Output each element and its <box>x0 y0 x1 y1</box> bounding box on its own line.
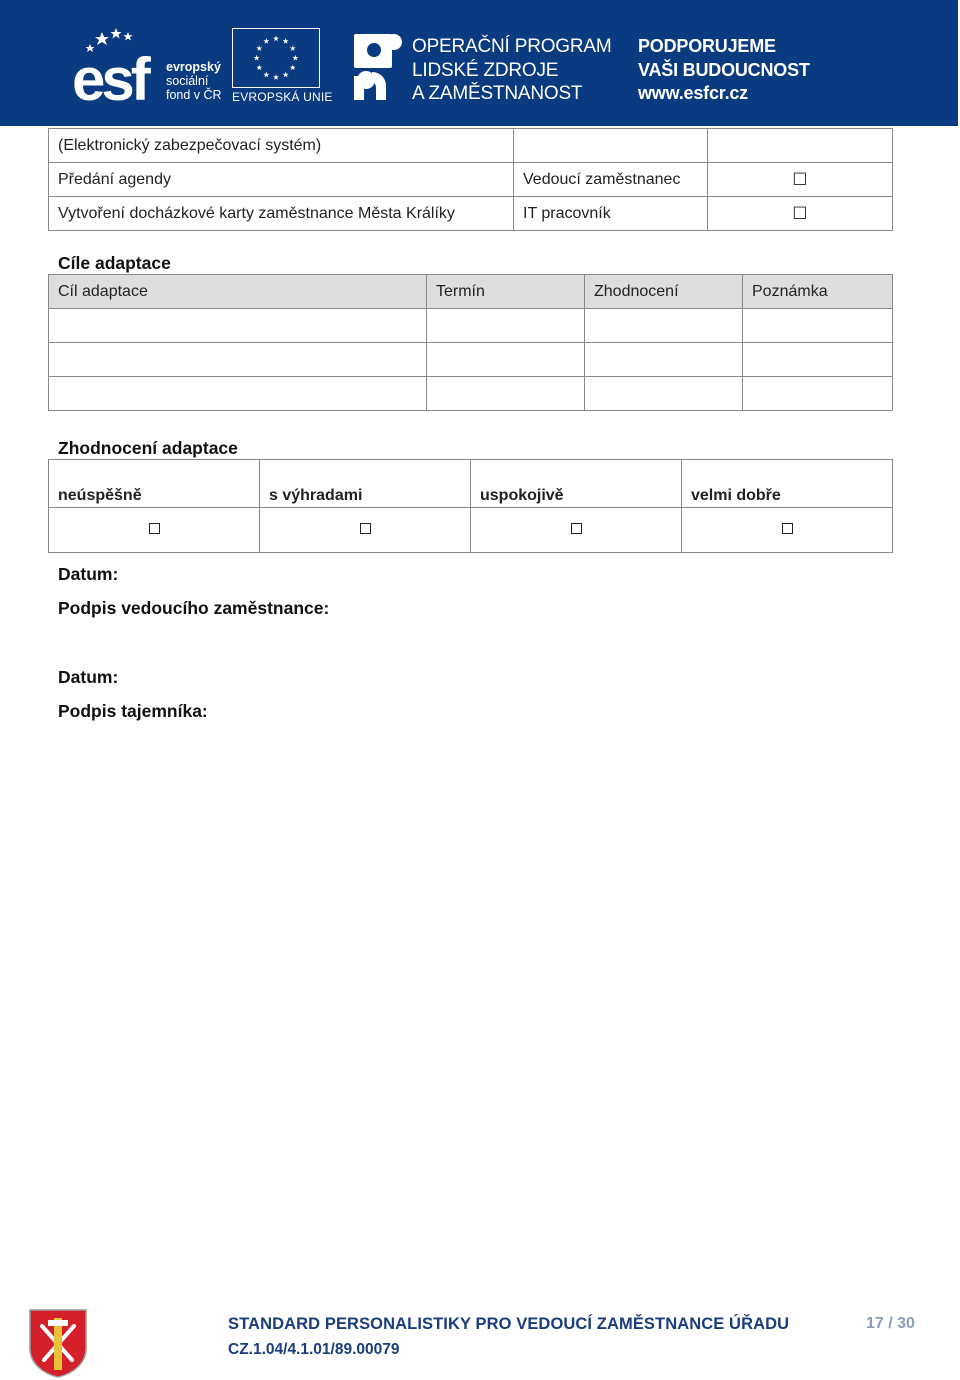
table-row <box>49 309 893 343</box>
checkbox-icon[interactable] <box>149 523 160 534</box>
esf-name: evropský sociální fond v ČR <box>166 60 222 102</box>
owner-cell: IT pracovník <box>514 197 708 231</box>
eu-star-icon <box>292 55 298 61</box>
option-label: s výhradami <box>260 460 471 508</box>
eu-star-icon <box>273 74 279 80</box>
option-label: uspokojivě <box>471 460 682 508</box>
eu-star-icon <box>263 38 269 44</box>
header-banner <box>0 0 958 126</box>
checkbox[interactable]: ☐ <box>708 163 893 197</box>
goal-cell[interactable] <box>49 309 427 343</box>
table-row <box>49 129 893 163</box>
deadline-cell[interactable] <box>427 343 585 377</box>
footer-title: STANDARD PERSONALISTIKY PRO VEDOUCÍ ZAMĚSTNANCE ÚŘADU <box>228 1315 790 1333</box>
check-cell <box>708 129 893 163</box>
table-header-row <box>49 275 893 309</box>
eu-star-icon <box>290 45 296 51</box>
page-number: 17 / 30 <box>866 1315 915 1332</box>
manager-signature-label: Podpis vedoucího zaměstnance: <box>58 598 330 618</box>
column-header: Cíl adaptace <box>49 275 427 309</box>
task-table <box>48 128 893 231</box>
deadline-cell[interactable] <box>427 309 585 343</box>
eu-star-icon <box>283 72 289 78</box>
manager-date-label: Datum: <box>58 564 119 584</box>
goal-cell[interactable] <box>49 343 427 377</box>
task-cell: Předání agendy <box>49 163 514 197</box>
eu-star-icon <box>256 65 262 71</box>
table-row <box>49 343 893 377</box>
evaluation-cell[interactable] <box>585 377 743 411</box>
city-crest-icon <box>28 1308 88 1378</box>
note-cell[interactable] <box>743 377 893 411</box>
table-row <box>49 508 893 553</box>
goals-table-section <box>48 274 893 411</box>
eu-star-icon <box>283 38 289 44</box>
goal-cell[interactable] <box>49 377 427 411</box>
goals-table <box>48 274 893 411</box>
esf-website-link[interactable]: www.esfcr.cz <box>638 83 748 103</box>
evaluation-cell[interactable] <box>585 343 743 377</box>
note-cell[interactable] <box>743 309 893 343</box>
evaluation-heading: Zhodnocení adaptace <box>58 438 238 458</box>
checkbox-icon[interactable] <box>571 523 582 534</box>
checkbox-icon[interactable] <box>782 523 793 534</box>
secretary-date-label: Datum: <box>58 667 119 687</box>
program-name: OPERAČNÍ PROGRAM LIDSKÉ ZDROJE A ZAMĚSTNANOST <box>412 36 612 104</box>
option-label: neúspěšně <box>49 460 260 508</box>
evaluation-table-section <box>48 459 893 553</box>
eu-star-icon <box>254 55 260 61</box>
deadline-cell[interactable] <box>427 377 585 411</box>
evaluation-table <box>48 459 893 553</box>
eu-star-icon <box>263 72 269 78</box>
eu-star-icon <box>290 65 296 71</box>
checkbox[interactable]: ☐ <box>708 197 893 231</box>
secretary-signature-label: Podpis tajemníka: <box>58 701 208 721</box>
table-header-row <box>49 460 893 508</box>
table-row <box>49 163 893 197</box>
owner-cell: Vedoucí zaměstnanec <box>514 163 708 197</box>
puzzle-person-icon <box>350 28 404 102</box>
column-header: Poznámka <box>743 275 893 309</box>
project-code: CZ.1.04/4.1.01/89.00079 <box>228 1341 400 1358</box>
eu-star-icon <box>256 45 262 51</box>
slogan: PODPORUJEME VAŠI BUDOUCNOST www.esfcr.cz <box>638 35 810 106</box>
goals-heading: Cíle adaptace <box>58 253 171 273</box>
task-cell: Vytvoření docházkové karty zaměstnance Města Králíky <box>49 197 514 231</box>
svg-text:esf: esf <box>72 46 147 104</box>
table-row <box>49 377 893 411</box>
table-row <box>49 197 893 231</box>
owner-cell <box>514 129 708 163</box>
task-table-section <box>48 128 893 231</box>
eu-flag-icon <box>232 28 320 88</box>
column-header: Termín <box>427 275 585 309</box>
checkbox-icon[interactable] <box>360 523 371 534</box>
eu-label: EVROPSKÁ UNIE <box>232 90 333 104</box>
evaluation-cell[interactable] <box>585 309 743 343</box>
task-cell: (Elektronický zabezpečovací systém) <box>49 129 514 163</box>
eu-star-icon <box>273 36 279 42</box>
column-header: Zhodnocení <box>585 275 743 309</box>
option-label: velmi dobře <box>682 460 893 508</box>
note-cell[interactable] <box>743 343 893 377</box>
